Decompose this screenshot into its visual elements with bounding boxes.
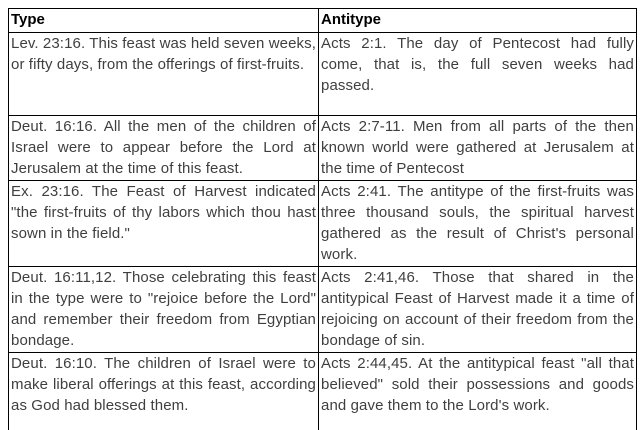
antitype-cell: Acts 2:44,45. At the antitypical feast "all that believed" sold their possessions and goods and gave them to the Lord's work. [319, 353, 637, 430]
type-cell: Ex. 23:16. The Feast of Harvest indicated "the first-fruits of thy labors which thou hast sown in the field." [9, 181, 319, 267]
type-cell: Deut. 16:11,12. Those celebrating this feast in the type were to "rejoice before the Lord" and remember their freedom from Egyptian bondage. [9, 267, 319, 353]
table-row [9, 353, 637, 430]
column-header-type: Type [9, 9, 319, 33]
type-cell: Deut. 16:10. The children of Israel were to make liberal offerings at this feast, according as God had blessed them. [9, 353, 319, 430]
table-row [9, 116, 637, 181]
header-row [9, 9, 637, 33]
table-row [9, 267, 637, 353]
column-header-antitype: Antitype [319, 9, 637, 33]
table-row [9, 181, 637, 267]
type-cell: Lev. 23:16. This feast was held seven weeks, or fifty days, from the offerings of first-fruits. [9, 33, 319, 116]
antitype-cell: Acts 2:41,46. Those that shared in the antitypical Feast of Harvest made it a time of rejoicing on account of their freedom from the bondage of sin. [319, 267, 637, 353]
antitype-cell: Acts 2:1. The day of Pentecost had fully come, that is, the full seven weeks had passed. [319, 33, 637, 116]
antitype-cell: Acts 2:7-11. Men from all parts of the then known world were gathered at Jerusalem at the time of Pentecost [319, 116, 637, 181]
table-row [9, 33, 637, 116]
type-antitype-table [8, 8, 637, 430]
type-cell: Deut. 16:16. All the men of the children of Israel were to appear before the Lord at Jerusalem at the time of this feast. [9, 116, 319, 181]
antitype-cell: Acts 2:41. The antitype of the first-fruits was three thousand souls, the spiritual harvest gathered as the result of Christ's personal work. [319, 181, 637, 267]
